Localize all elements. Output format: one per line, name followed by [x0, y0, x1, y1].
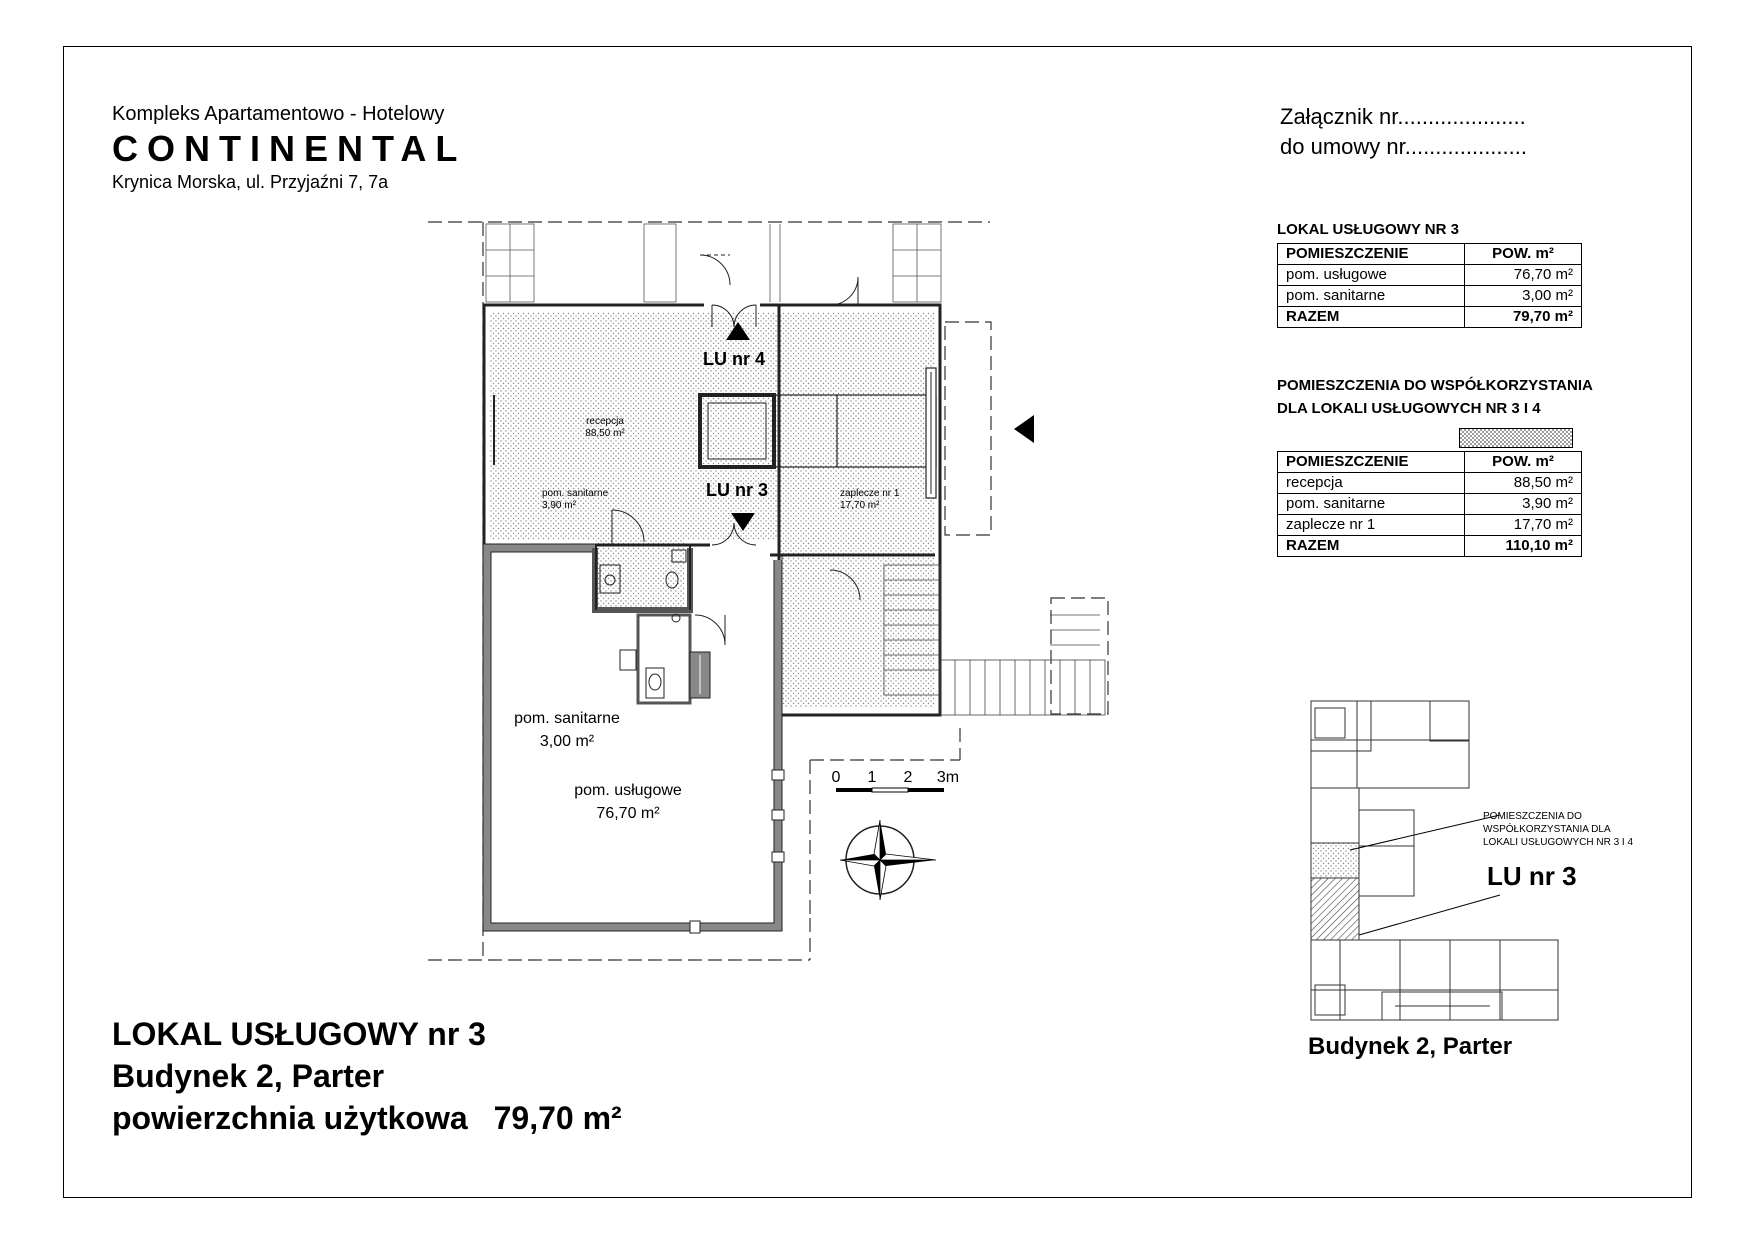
- column-header: POMIESZCZENIE: [1278, 452, 1465, 473]
- lu3-plan-label: LU nr 3: [706, 480, 769, 500]
- keyplan-note-line3: LOKALI USŁUGOWYCH NR 3 I 4: [1483, 837, 1634, 848]
- room-area: 3,00 m²: [1465, 286, 1582, 307]
- complex-title: CONTINENTAL: [112, 128, 467, 169]
- room-area: 76,70 m²: [1465, 265, 1582, 286]
- room-name: zaplecze nr 1: [1278, 515, 1465, 536]
- shared-san-name: pom. sanitarne: [542, 488, 609, 499]
- column-header: POMIESZCZENIE: [1278, 244, 1465, 265]
- zaplecze-name: zaplecze nr 1: [840, 488, 900, 499]
- keyplan-lu-label: LU nr 3: [1487, 861, 1577, 891]
- scale-label: 2: [903, 769, 913, 786]
- scale-label: 3m: [936, 769, 960, 786]
- scale-label: 0: [831, 769, 841, 786]
- shared-table-title-line1: POMIESZCZENIA DO WSPÓŁKORZYSTANIA: [1277, 377, 1593, 394]
- uslugowe-area: 76,70 m²: [596, 805, 660, 822]
- total-label: RAZEM: [1278, 536, 1465, 557]
- complex-subtitle: Kompleks Apartamentowo - Hotelowy: [112, 103, 445, 125]
- compass-icon: [840, 820, 936, 900]
- uslugowe-name: pom. usługowe: [574, 782, 682, 799]
- san-area: 3,00 m²: [539, 733, 595, 750]
- total-label: RAZEM: [1278, 307, 1465, 328]
- building-floor: Budynek 2, Parter: [112, 1058, 385, 1094]
- total-area: 79,70 m²: [1465, 307, 1582, 328]
- keyplan-caption: Budynek 2, Parter: [1308, 1033, 1513, 1060]
- usable-area-label: powierzchnia użytkowa: [112, 1100, 468, 1136]
- attachment-number: Załącznik nr.....................: [1280, 104, 1526, 129]
- complex-address: Krynica Morska, ul. Przyjaźni 7, 7a: [112, 172, 389, 192]
- total-area: 110,10 m²: [1465, 536, 1582, 557]
- keyplan-note-line2: WSPÓŁKORZYSTANIA DLA: [1483, 824, 1611, 835]
- column-header: POW. m²: [1465, 452, 1582, 473]
- room-area: 3,90 m²: [1465, 494, 1582, 515]
- key-plan: [1308, 701, 1633, 1060]
- unit-table-title: LOKAL USŁUGOWY NR 3: [1277, 221, 1459, 238]
- shared-table-title-line2: DLA LOKALI USŁUGOWYCH NR 3 I 4: [1277, 400, 1541, 417]
- san-name: pom. sanitarne: [514, 710, 620, 727]
- room-name: pom. sanitarne: [1278, 494, 1465, 515]
- scale-label: 1: [867, 769, 877, 786]
- room-name: recepcja: [1278, 473, 1465, 494]
- keyplan-note-line1: POMIESZCZENIA DO: [1483, 811, 1582, 822]
- recepcja-area: 88,50 m²: [585, 428, 625, 439]
- recepcja-name: recepcja: [586, 416, 624, 427]
- usable-area: [112, 1100, 622, 1137]
- lu4-label: LU nr 4: [703, 349, 766, 369]
- terrace-grid: [486, 224, 941, 302]
- scale-bar: [832, 769, 960, 792]
- usable-area-value: 79,70 m²: [493, 1100, 622, 1136]
- column-header: POW. m²: [1465, 244, 1582, 265]
- entrance-arrow-side: [1014, 415, 1034, 443]
- unit-title: LOKAL USŁUGOWY nr 3: [112, 1016, 486, 1052]
- room-area: 88,50 m²: [1465, 473, 1582, 494]
- contract-number: do umowy nr....................: [1280, 134, 1527, 159]
- room-name: pom. usługowe: [1278, 265, 1465, 286]
- shared-san-area: 3,90 m²: [542, 500, 576, 511]
- room-area: 17,70 m²: [1465, 515, 1582, 536]
- zaplecze-area: 17,70 m²: [840, 500, 880, 511]
- room-name: pom. sanitarne: [1278, 286, 1465, 307]
